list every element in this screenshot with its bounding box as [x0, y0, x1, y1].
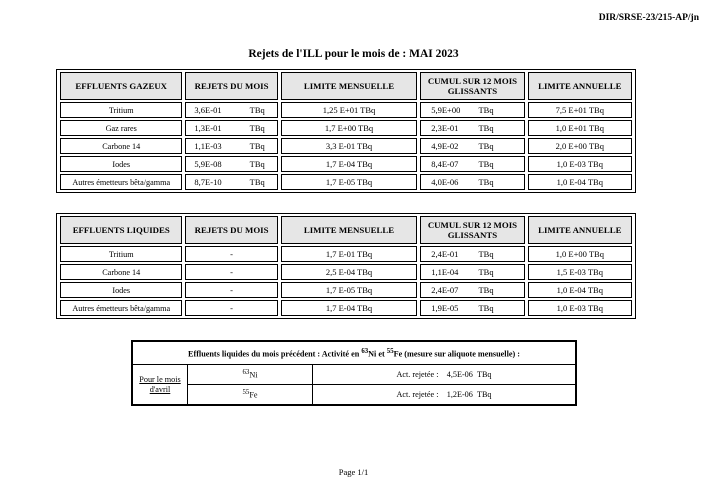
cumulative-12-months: 1,9E-05 TBq [420, 300, 524, 316]
document-reference: DIR/SRSE-23/215-AP/jn [598, 13, 699, 23]
monthly-release: - [185, 264, 277, 280]
released-activity: Act. rejetée : 1,2E-06 TBq [313, 384, 577, 405]
effluent-name: Iodes [60, 156, 182, 172]
effluent-name: Gaz rares [60, 120, 182, 136]
column-header: CUMUL SUR 12 MOIS GLISSANTS [420, 216, 524, 244]
cumulative-12-months: 1,1E-04 TBq [420, 264, 524, 280]
monthly-release: - [185, 246, 277, 262]
page-title: Rejets de l'ILL pour le mois de : MAI 2023 [248, 48, 459, 60]
monthly-limit: 1,7 E-04 TBq [281, 156, 417, 172]
table-row [132, 365, 576, 385]
monthly-release: 5,9E-08 TBq [185, 156, 277, 172]
table-header-row [60, 72, 632, 100]
gaseous-effluents-table [56, 69, 636, 193]
period-label: Pour le mois d'avril [132, 365, 188, 406]
effluent-name: Autres émetteurs bêta/gamma [60, 300, 182, 316]
column-header: LIMITE MENSUELLE [281, 216, 417, 244]
cumulative-12-months: 2,3E-01 TBq [420, 120, 524, 136]
annual-limit: 1,0 E-03 TBq [528, 156, 632, 172]
effluent-name: Autres émetteurs bêta/gamma [60, 174, 182, 190]
released-activity: Act. rejetée : 4,5E-06 TBq [313, 365, 577, 385]
effluent-name: Carbone 14 [60, 138, 182, 154]
monthly-limit: 2,5 E-04 TBq [281, 264, 417, 280]
cumulative-12-months: 2,4E-01 TBq [420, 246, 524, 262]
monthly-limit: 1,7 E-05 TBq [281, 282, 417, 298]
previous-month-title: Effluents liquides du mois précédent : Activité en $^{63}$Ni et $^{55}$Fe (mesure sur aliquote mensuelle) : [132, 341, 576, 365]
annual-limit: 1,5 E-03 TBq [528, 264, 632, 280]
table-row [60, 138, 632, 154]
table-header-row [60, 216, 632, 244]
nuclide-fe55: $^{55}$Fe [188, 384, 313, 405]
annual-limit: 1,0 E-03 TBq [528, 300, 632, 316]
column-header: LIMITE MENSUELLE [281, 72, 417, 100]
column-header: EFFLUENTS GAZEUX [60, 72, 182, 100]
cumulative-12-months: 4,0E-06 TBq [420, 174, 524, 190]
effluent-name: Tritium [60, 102, 182, 118]
column-header: EFFLUENTS LIQUIDES [60, 216, 182, 244]
page-number: Page 1/1 [338, 467, 369, 477]
monthly-release: - [185, 282, 277, 298]
table-row [60, 246, 632, 262]
monthly-release: 3,6E-01 TBq [185, 102, 277, 118]
annual-limit: 7,5 E+01 TBq [528, 102, 632, 118]
nuclide-ni63: $^{63}$Ni [188, 365, 313, 385]
monthly-limit: 1,7 E-01 TBq [281, 246, 417, 262]
monthly-release: 1,3E-01 TBq [185, 120, 277, 136]
table-row [60, 282, 632, 298]
column-header: CUMUL SUR 12 MOIS GLISSANTS [420, 72, 524, 100]
monthly-limit: 1,7 E-04 TBq [281, 300, 417, 316]
effluent-name: Tritium [60, 246, 182, 262]
cumulative-12-months: 8,4E-07 TBq [420, 156, 524, 172]
monthly-limit: 3,3 E-01 TBq [281, 138, 417, 154]
table-row [60, 264, 632, 280]
table-row [60, 300, 632, 316]
monthly-limit: 1,25 E+01 TBq [281, 102, 417, 118]
liquid-effluents-table [56, 213, 636, 319]
cumulative-12-months: 4,9E-02 TBq [420, 138, 524, 154]
table-row [60, 156, 632, 172]
monthly-release: 8,7E-10 TBq [185, 174, 277, 190]
annual-limit: 1,0 E+00 TBq [528, 246, 632, 262]
column-header: REJETS DU MOIS [185, 72, 277, 100]
column-header: LIMITE ANNUELLE [528, 216, 632, 244]
effluent-name: Carbone 14 [60, 264, 182, 280]
annual-limit: 1,0 E-04 TBq [528, 282, 632, 298]
column-header: REJETS DU MOIS [185, 216, 277, 244]
cumulative-12-months: 2,4E-07 TBq [420, 282, 524, 298]
annual-limit: 2,0 E+00 TBq [528, 138, 632, 154]
monthly-release: - [185, 300, 277, 316]
cumulative-12-months: 5,9E+00 TBq [420, 102, 524, 118]
previous-month-table [131, 340, 577, 406]
monthly-limit: 1,7 E-05 TBq [281, 174, 417, 190]
monthly-limit: 1,7 E+00 TBq [281, 120, 417, 136]
monthly-release: 1,1E-03 TBq [185, 138, 277, 154]
annual-limit: 1,0 E-04 TBq [528, 174, 632, 190]
table-row [60, 102, 632, 118]
table-row [132, 384, 576, 405]
table-row [60, 120, 632, 136]
table-row [60, 174, 632, 190]
annual-limit: 1,0 E+01 TBq [528, 120, 632, 136]
column-header: LIMITE ANNUELLE [528, 72, 632, 100]
effluent-name: Iodes [60, 282, 182, 298]
